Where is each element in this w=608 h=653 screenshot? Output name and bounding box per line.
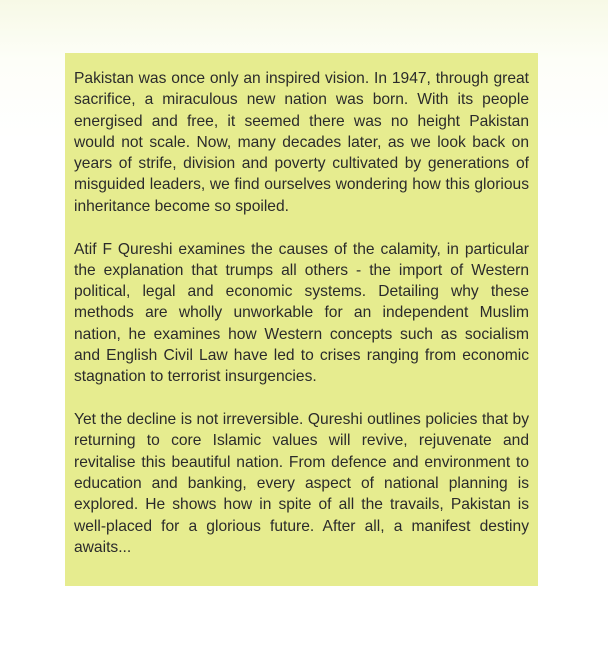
- blurb-paragraph-3: Yet the decline is not irreversible. Qureshi outlines policies that by returning to core Islamic values will revive, rejuvenate and revitalise this beautiful nation. From defence and environment to education and banking, every aspect of national planning is explored. He shows how in spite of all the travails, Pakistan is well-placed for a glorious future. After all, a manifest destiny awaits...: [74, 411, 529, 556]
- blurb-panel: [65, 53, 538, 586]
- blurb-paragraph-2: Atif F Qureshi examines the causes of the calamity, in particular the explanation that trumps all others - the import of Western political, legal and economic systems. Detailing why these methods are wholly unworkable for an independent Muslim nation, he examines how Western concepts such as socialism and English Civil Law have led to crises ranging from economic stagnation to terrorist insurgencies.: [74, 240, 529, 386]
- blurb-paragraph-1: Pakistan was once only an inspired vision. In 1947, through great sacrifice, a miraculous new nation was born. With its people energised and free, it seemed there was no height Pakistan would not scale. Now, many decades later, as we look back on years of strife, division and poverty cultivated by generations of misguided leaders, we find ourselves wondering how this glorious inheritance become so spoiled.: [74, 70, 529, 215]
